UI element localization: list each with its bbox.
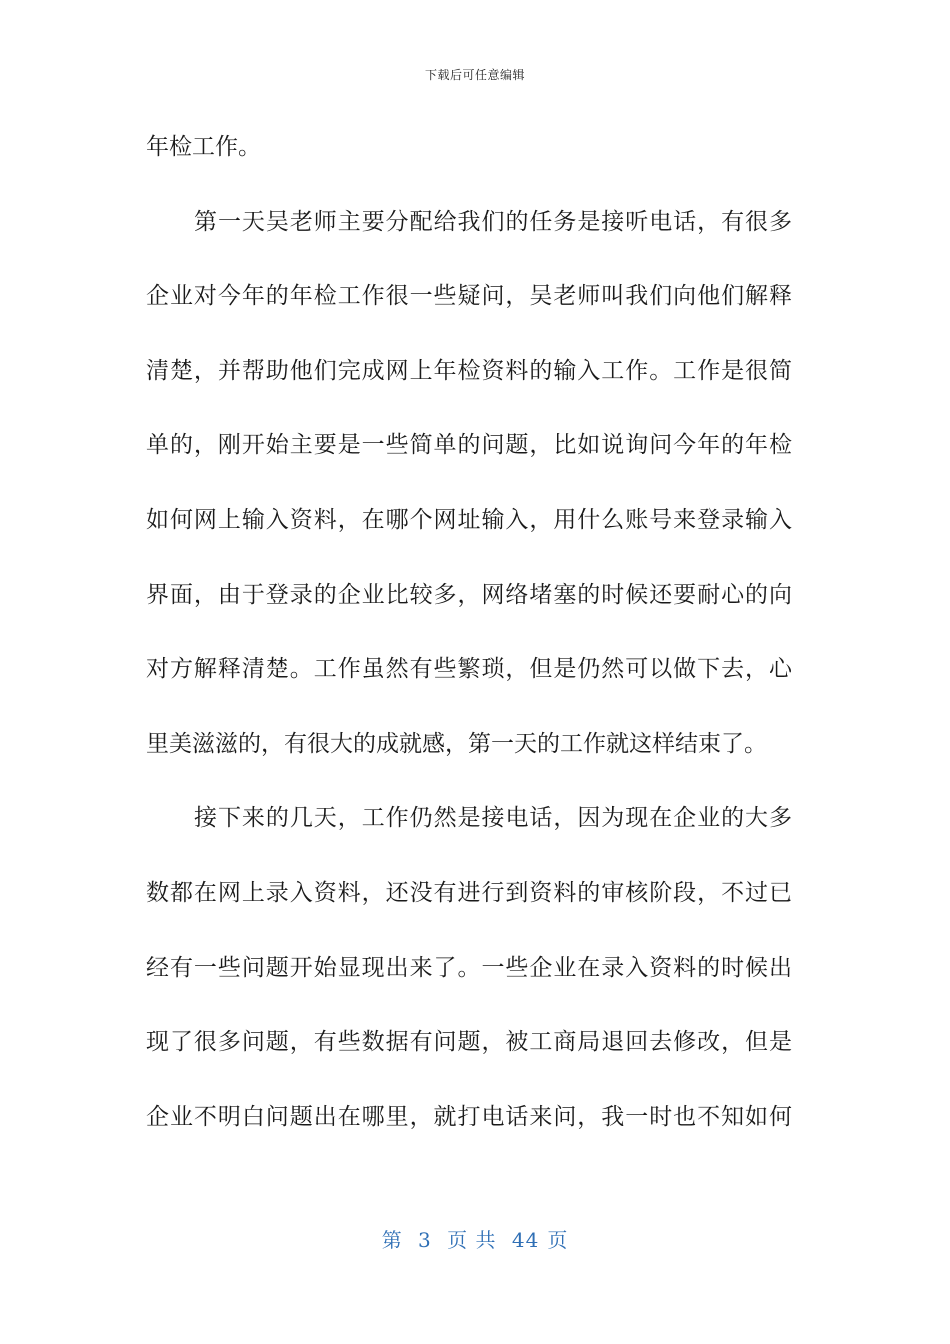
text-line: 单的，刚开始主要是一些简单的问题，比如说询问今年的年检	[146, 432, 792, 459]
text-line: 第一天吴老师主要分配给我们的任务是接听电话，有很多	[194, 208, 792, 235]
body-text	[146, 110, 792, 1154]
text-line: 年检工作。	[146, 134, 261, 160]
text-line: 接下来的几天，工作仍然是接电话，因为现在企业的大多	[194, 805, 792, 832]
text-line: 里美滋滋的，有很大的成就感，第一天的工作就这样结束了。	[146, 730, 767, 757]
text-line: 数都在网上录入资料，还没有进行到资料的审核阶段，不过已	[146, 879, 792, 906]
current-page-number: 3	[418, 1228, 432, 1252]
text-line: 经有一些问题开始显现出来了。一些企业在录入资料的时候出	[146, 954, 792, 981]
footer-label-of: 页 共	[447, 1228, 497, 1252]
page-footer	[0, 1224, 950, 1253]
text-line: 清楚，并帮助他们完成网上年检资料的输入工作。工作是很简	[146, 357, 792, 384]
page-header: 下载后可任意编辑	[424, 68, 525, 82]
text-line: 界面，由于登录的企业比较多，网络堵塞的时候还要耐心的向	[146, 581, 792, 608]
text-line: 对方解释清楚。工作虽然有些繁琐，但是仍然可以做下去，心	[146, 656, 792, 683]
footer-label-pages: 页	[547, 1228, 569, 1252]
text-line: 如何网上输入资料，在哪个网址输入，用什么账号来登录输入	[146, 506, 792, 533]
text-line: 现了很多问题，有些数据有问题，被工商局退回去修改，但是	[146, 1029, 792, 1056]
text-line: 企业对今年的年检工作很一些疑问，吴老师叫我们向他们解释	[146, 283, 792, 310]
text-line: 企业不明白问题出在哪里，就打电话来问，我一时也不知如何	[146, 1103, 792, 1130]
footer-label-page: 第	[381, 1228, 403, 1252]
total-page-count: 44	[511, 1228, 540, 1252]
